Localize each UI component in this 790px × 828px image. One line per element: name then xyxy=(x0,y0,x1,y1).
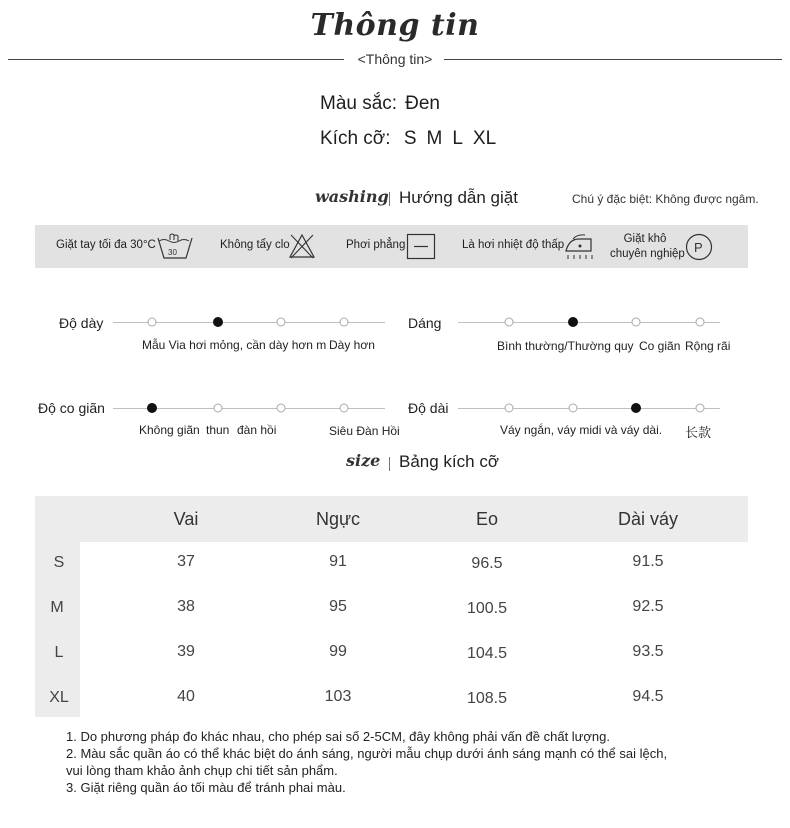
attr-fit-name: Dáng xyxy=(408,315,442,331)
attr-fit-option: Bình thường/Thường quy xyxy=(497,339,634,353)
attr-stretch-option: đàn hồi xyxy=(237,423,277,437)
attr-length-dot-selected xyxy=(631,403,641,413)
attr-stretch-dot xyxy=(214,404,223,413)
attr-fit-track xyxy=(458,322,720,323)
note-line: vui lòng tham khảo ảnh chụp chi tiết sản phẩm. xyxy=(66,763,338,778)
table-cell: 103 xyxy=(324,688,352,705)
dry-flat-icon xyxy=(406,233,436,260)
attr-length-dot xyxy=(569,404,578,413)
section-separator xyxy=(389,192,390,206)
attr-length-option: 长款 xyxy=(685,425,712,440)
attr-stretch-option: thun xyxy=(206,423,230,437)
table-cell: 40 xyxy=(177,688,195,705)
attr-thickness-option: Dày hơn xyxy=(329,338,375,352)
attr-fit-option: Rộng rãi xyxy=(685,339,731,353)
attr-length-track xyxy=(458,408,720,409)
col-header-dress-length: Dài váy xyxy=(617,509,679,529)
size-row xyxy=(320,128,506,150)
table-cell: 91 xyxy=(329,553,347,570)
note-line: 3. Giặt riêng quần áo tối màu để tránh phai màu. xyxy=(66,780,346,795)
attr-thickness-dot-selected xyxy=(213,317,223,327)
handwash-icon xyxy=(156,232,194,260)
attr-fit-dot xyxy=(505,318,514,327)
col-header-waist: Eo xyxy=(475,509,499,529)
table-cell: 93.5 xyxy=(632,643,664,660)
attr-stretch-dot xyxy=(340,404,349,413)
size-script-label: size xyxy=(346,451,381,470)
table-cell: 108.5 xyxy=(466,690,508,707)
size-option: M xyxy=(426,128,443,149)
color-row xyxy=(320,93,440,115)
table-cell: 94.5 xyxy=(632,688,664,705)
row-size-label: S xyxy=(53,554,65,571)
table-cell: 38 xyxy=(177,598,195,615)
care-label-no-bleach: Không tẩy clo xyxy=(220,239,290,251)
size-option: XL xyxy=(472,128,497,149)
attr-thickness-dot xyxy=(277,318,286,327)
special-note: Chú ý đặc biệt: Không được ngâm. xyxy=(572,192,759,206)
attr-stretch-name: Độ co giãn xyxy=(38,400,105,416)
size-option: L xyxy=(452,128,463,149)
svg-text:30: 30 xyxy=(168,248,177,257)
size-table-title: Bảng kích cỡ xyxy=(399,452,499,471)
table-cell: 91.5 xyxy=(632,553,664,570)
row-size-label: XL xyxy=(49,689,69,706)
table-cell: 95 xyxy=(329,598,347,615)
table-cell: 96.5 xyxy=(471,555,503,572)
table-cell: 104.5 xyxy=(466,645,508,662)
care-label-dry-clean-line1: Giặt khô xyxy=(623,233,667,245)
attr-fit-option: Co giãn xyxy=(639,339,681,353)
note-line: 2. Màu sắc quần áo có thể khác biệt do ánh sáng, người mẫu chụp dưới ánh sáng mạnh có thể sai lệch, xyxy=(66,746,668,761)
attr-thickness-name: Độ dày xyxy=(59,315,104,331)
care-label-dry-clean-line2: chuyên nghiệp xyxy=(610,248,685,260)
page-subtitle: <Thông tin> xyxy=(357,51,433,67)
table-cell: 99 xyxy=(329,643,347,660)
table-cell: 100.5 xyxy=(466,600,508,617)
attr-stretch-dot-selected xyxy=(147,403,157,413)
col-header-chest: Ngực xyxy=(315,509,361,529)
attr-length-name: Độ dài xyxy=(408,400,449,416)
svg-text:P: P xyxy=(694,240,703,255)
row-size-label: L xyxy=(54,644,64,661)
col-header-shoulder: Vai xyxy=(173,509,199,529)
attr-thickness-dot xyxy=(340,318,349,327)
section-separator xyxy=(389,457,390,471)
size-option: S xyxy=(403,128,417,149)
attr-length-dot xyxy=(696,404,705,413)
attr-fit-dot-selected xyxy=(568,317,578,327)
notes-block xyxy=(66,728,766,796)
attr-stretch-option: Không giãn xyxy=(139,423,200,437)
row-size-label: M xyxy=(50,599,64,616)
dry-clean-p-icon xyxy=(685,233,713,261)
attr-stretch-option: Siêu Đàn Hồi xyxy=(329,424,400,438)
attr-thickness-option: Mẫu Via hơi mỏng, cần dày hơn m xyxy=(142,338,327,352)
attr-length-dot xyxy=(505,404,514,413)
attr-length-option: Váy ngắn, váy midi và váy dài. xyxy=(500,423,663,437)
care-label-handwash: Giặt tay tối đa 30°C xyxy=(56,239,156,251)
table-cell: 39 xyxy=(177,643,195,660)
washing-script-label: washing xyxy=(315,187,389,206)
page-title: Thông tin xyxy=(310,8,480,43)
color-label: Màu sắc: xyxy=(320,93,398,114)
iron-low-icon xyxy=(563,231,597,261)
care-label-iron-low: Là hơi nhiệt độ thấp xyxy=(462,239,565,251)
no-bleach-icon xyxy=(288,233,316,259)
note-line: 1. Do phương pháp đo khác nhau, cho phép sai số 2-5CM, đây không phải vấn đề chất lượng. xyxy=(66,729,610,744)
table-cell: 92.5 xyxy=(632,598,664,615)
care-label-dry-clean xyxy=(610,232,685,262)
washing-title: Hướng dẫn giặt xyxy=(399,188,518,207)
care-label-dry-flat: Phơi phẳng xyxy=(346,239,406,251)
attr-stretch-dot xyxy=(277,404,286,413)
color-value: Đen xyxy=(405,93,440,114)
attr-fit-dot xyxy=(632,318,641,327)
size-label: Kích cỡ: xyxy=(320,128,391,149)
attr-thickness-dot xyxy=(148,318,157,327)
attr-fit-dot xyxy=(696,318,705,327)
table-cell: 37 xyxy=(177,553,195,570)
